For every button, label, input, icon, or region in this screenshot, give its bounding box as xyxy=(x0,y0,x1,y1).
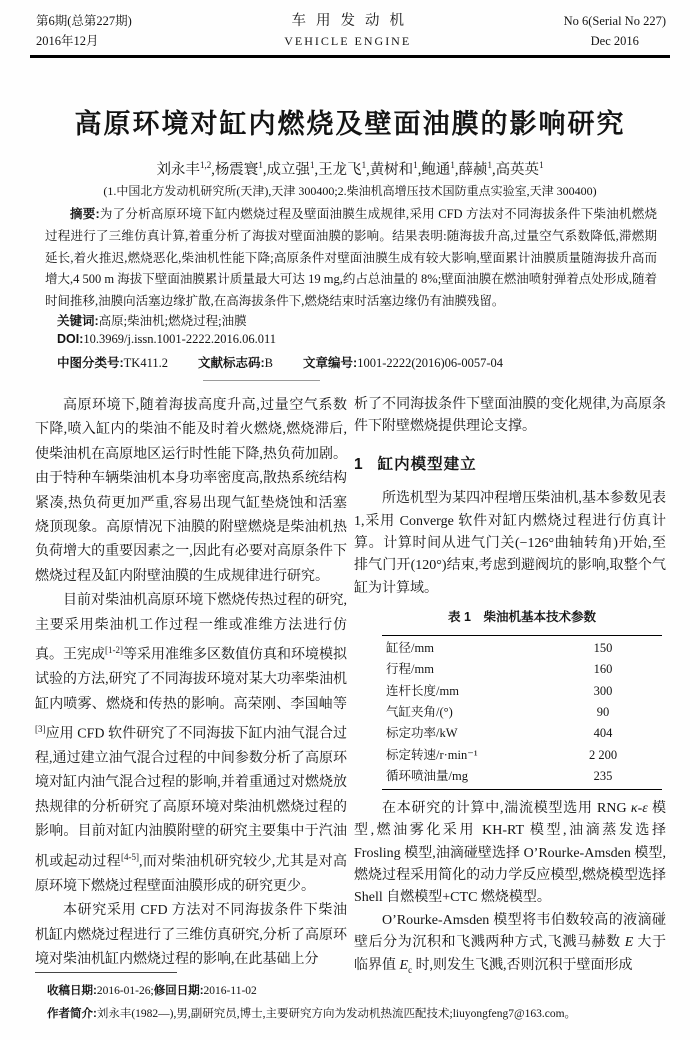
left-column xyxy=(35,394,347,972)
table-row xyxy=(382,744,662,765)
paragraph: 在本研究的计算中,湍流模型选用 RNG κ-ε 模型,燃油雾化采用 KH-RT 模型,油滴蒸发选择 Frosling 模型,油滴碰壁选择 O’Rourke-Amsden 模型,燃烧过程采用简化的动力学反应模型,燃烧模型选择 Shell 自燃模型+CTC 燃烧模型。 xyxy=(354,800,667,906)
serial-number: No 6(Serial No 227) xyxy=(563,14,666,28)
paragraph: O’Rourke-Amsden 模型将韦伯数较高的液滴碰壁后分为沉积和飞溅两种方式,飞溅马赫数 E 大于临界值 $E_c$ 时,则发生飞溅,否则沉积于壁面形成 xyxy=(354,912,667,975)
doi-line xyxy=(57,332,276,347)
page-title: 高原环境对缸内燃烧及壁面油膜的影响研究 xyxy=(74,109,626,139)
table-cell-label: 标定转速/r·min⁻¹ xyxy=(386,747,478,762)
table-cell-label: 标定功率/kW xyxy=(386,726,458,741)
table-cell-value: 2 200 xyxy=(588,747,618,762)
table-cell-label: 气缸夹角/(°) xyxy=(386,705,453,719)
right-column xyxy=(354,394,666,981)
doc-code-value: B xyxy=(264,356,274,370)
table-cell-value: 160 xyxy=(593,662,613,677)
table-caption: 表 1 柴油机基本技术参数 xyxy=(448,610,596,625)
serial-date: Dec 2016 xyxy=(590,34,639,48)
parameter-table xyxy=(382,635,662,790)
classification-line xyxy=(57,353,503,371)
abstract-label: 摘要: xyxy=(70,207,100,221)
section-title: 缸内模型建立 xyxy=(377,455,477,473)
paragraph: 本研究采用 CFD 方法对不同海拔条件下柴油机缸内燃烧过程进行了三维仿真研究,分析了高原环境对柴油机缸内燃烧过程的影响,在此基础上分 xyxy=(35,903,347,967)
article-id-label: 文章编号: xyxy=(303,356,358,370)
table-cell-label: 连杆长度/mm xyxy=(386,683,459,698)
abstract-text: 为了分析高原环境下缸内燃烧过程及壁面油膜生成规律,采用 CFD 方法对不同海拔条件下柴油机燃烧过程进行了三维仿真计算,着重分析了海拔对壁面油膜的影响。结果表明:随海拔升高,过量空气系数降低,滞燃期延长,着火推迟,燃烧恶化,柴油机性能下降;高原条件对壁面油膜生成有较大影响,壁面累计油膜质量随海拔升高而增大,4 500 m 海拔下壁面油膜累计质量最大可达 19 mg,约占总油量的 8%;壁面油膜在燃油喷射弹着点处形成,随着时间推移,油膜向活塞边缘扩散,在高海拔条件下,燃烧结束时活塞边缘仍有油膜残留。 xyxy=(45,207,657,309)
journal-name xyxy=(281,11,414,51)
bio-text: 刘永丰(1982—),男,副研究员,博士,主要研究方向为发动机热流匹配技术;liuyongfeng7@163.com。 xyxy=(96,1007,577,1020)
serial-info xyxy=(564,11,666,51)
table-row xyxy=(382,659,662,680)
table-cell-value: 404 xyxy=(593,726,613,741)
footnote xyxy=(47,980,665,1025)
received-label: 收稿日期: xyxy=(47,985,97,997)
affiliation: (1.中国北方发动机研究所(天津),天津 300400;2.柴油机高增压技术国防重点实验室,天津 300400) xyxy=(103,184,597,198)
revised-date: 2016-11-02 xyxy=(203,985,257,997)
table-row xyxy=(382,765,662,786)
section-heading xyxy=(354,454,666,476)
table-row xyxy=(382,723,662,744)
table-row xyxy=(382,680,662,701)
table-cell-value: 90 xyxy=(596,705,610,719)
footnote-rule xyxy=(35,972,177,973)
keywords-text: 高原;柴油机;燃烧过程;油膜 xyxy=(98,314,247,328)
table-cell-label: 行程/mm xyxy=(386,662,434,677)
clc-label: 中图分类号: xyxy=(57,356,124,370)
table-cell-label: 缸径/mm xyxy=(386,641,434,656)
header-rule xyxy=(30,55,670,58)
section-number: 1 xyxy=(354,455,364,473)
paragraph-continuation: 析了不同海拔条件下壁面油膜的变化规律,为高原条件下附壁燃烧提供理论支撑。 xyxy=(354,397,666,435)
table-row xyxy=(382,638,662,659)
issue-date: 2016年12月 xyxy=(36,34,99,48)
issue-number: 第6期(总第227期) xyxy=(36,14,132,28)
journal-header xyxy=(36,11,666,51)
issue-info xyxy=(36,11,132,51)
clc-value: TK411.2 xyxy=(123,356,168,370)
received-date: 2016-01-26; xyxy=(96,985,154,997)
revised-label: 修回日期: xyxy=(153,985,204,997)
doc-code-label: 文献标志码: xyxy=(198,356,265,370)
section-divider xyxy=(203,380,320,381)
table-cell-value: 235 xyxy=(593,768,613,783)
journal-name-cn: 车用发动机 xyxy=(291,13,414,29)
author-bio-line xyxy=(47,1003,665,1026)
doi-label: DOI: xyxy=(57,332,84,346)
dates-line xyxy=(47,980,665,1003)
table-cell-value: 150 xyxy=(593,641,613,656)
paragraph: 目前对柴油机高原环境下燃烧传热过程的研究,主要采用柴油机工作过程一维或准维方法进行仿真。王宪成[1-2]等采用准维多区数值仿真和环境模拟试验的方法,研究了不同海拔环境对某大功率柴油机缸内喷雾、燃烧和传热的影响。高荣刚、李国岫等[3]应用 CFD 软件研究了不同海拔下缸内油气混合过程,通过建立油气混合过程的中间参数分析了高原环境对缸内油气混合过程的影响,并着重通过对燃烧放热规律的分析研究了高原环境对柴油机燃烧过程的影响。目前对缸内油膜附壁的研究主要集中于汽油机或起动过程[4-5],而对柴油机研究较少,尤其是对高原环境下燃烧过程壁面油膜形成的研究更少。 xyxy=(35,593,347,894)
table-row xyxy=(382,702,662,723)
article-id-value: 1001-2222(2016)06-0057-04 xyxy=(357,356,504,370)
table-cell-label: 循环喷油量/mg xyxy=(386,768,468,783)
bio-label: 作者简介: xyxy=(47,1007,97,1020)
keywords-line xyxy=(57,311,247,329)
journal-name-en: VEHICLE ENGINE xyxy=(284,34,412,48)
table-1 xyxy=(382,606,662,789)
author-list: 刘永丰$^{1,2}$,杨震寰$^1$,成立强$^1$,王龙飞$^1$,黄树和$^1$,鲍通$^1$,薛赪$^1$,高英英$^1$ xyxy=(156,160,544,178)
doi-text: 10.3969/j.issn.1001-2222.2016.06.011 xyxy=(83,332,276,346)
abstract xyxy=(45,204,657,313)
table-cell-value: 300 xyxy=(593,683,613,698)
paragraph: 高原环境下,随着海拔高度升高,过量空气系数下降,喷入缸内的柴油不能及时着火燃烧,燃烧滞后,使柴油机在高原地区运行时性能下降,热负荷加剧。由于特种车辆柴油机本身功率密度高,散热系统结构紧凑,热负荷更加严重,容易出现气缸垫烧蚀和活塞烧顶现象。高原情况下油膜的附壁燃烧是柴油机热负荷增大的重要因素之一,因此有必要对高原条件下燃烧过程及缸内附壁油膜的生成规律进行研究。 xyxy=(35,398,347,584)
keywords-label: 关键词: xyxy=(57,314,99,328)
paragraph: 所选机型为某四冲程增压柴油机,基本参数见表 1,采用 Converge 软件对缸内燃烧过程进行仿真计算。计算时间从进气门关(−126°曲轴转角)开始,至排气门开(120°)结束,考虑到避阀坑的影响,取整个气缸为计算域。 xyxy=(354,491,666,596)
